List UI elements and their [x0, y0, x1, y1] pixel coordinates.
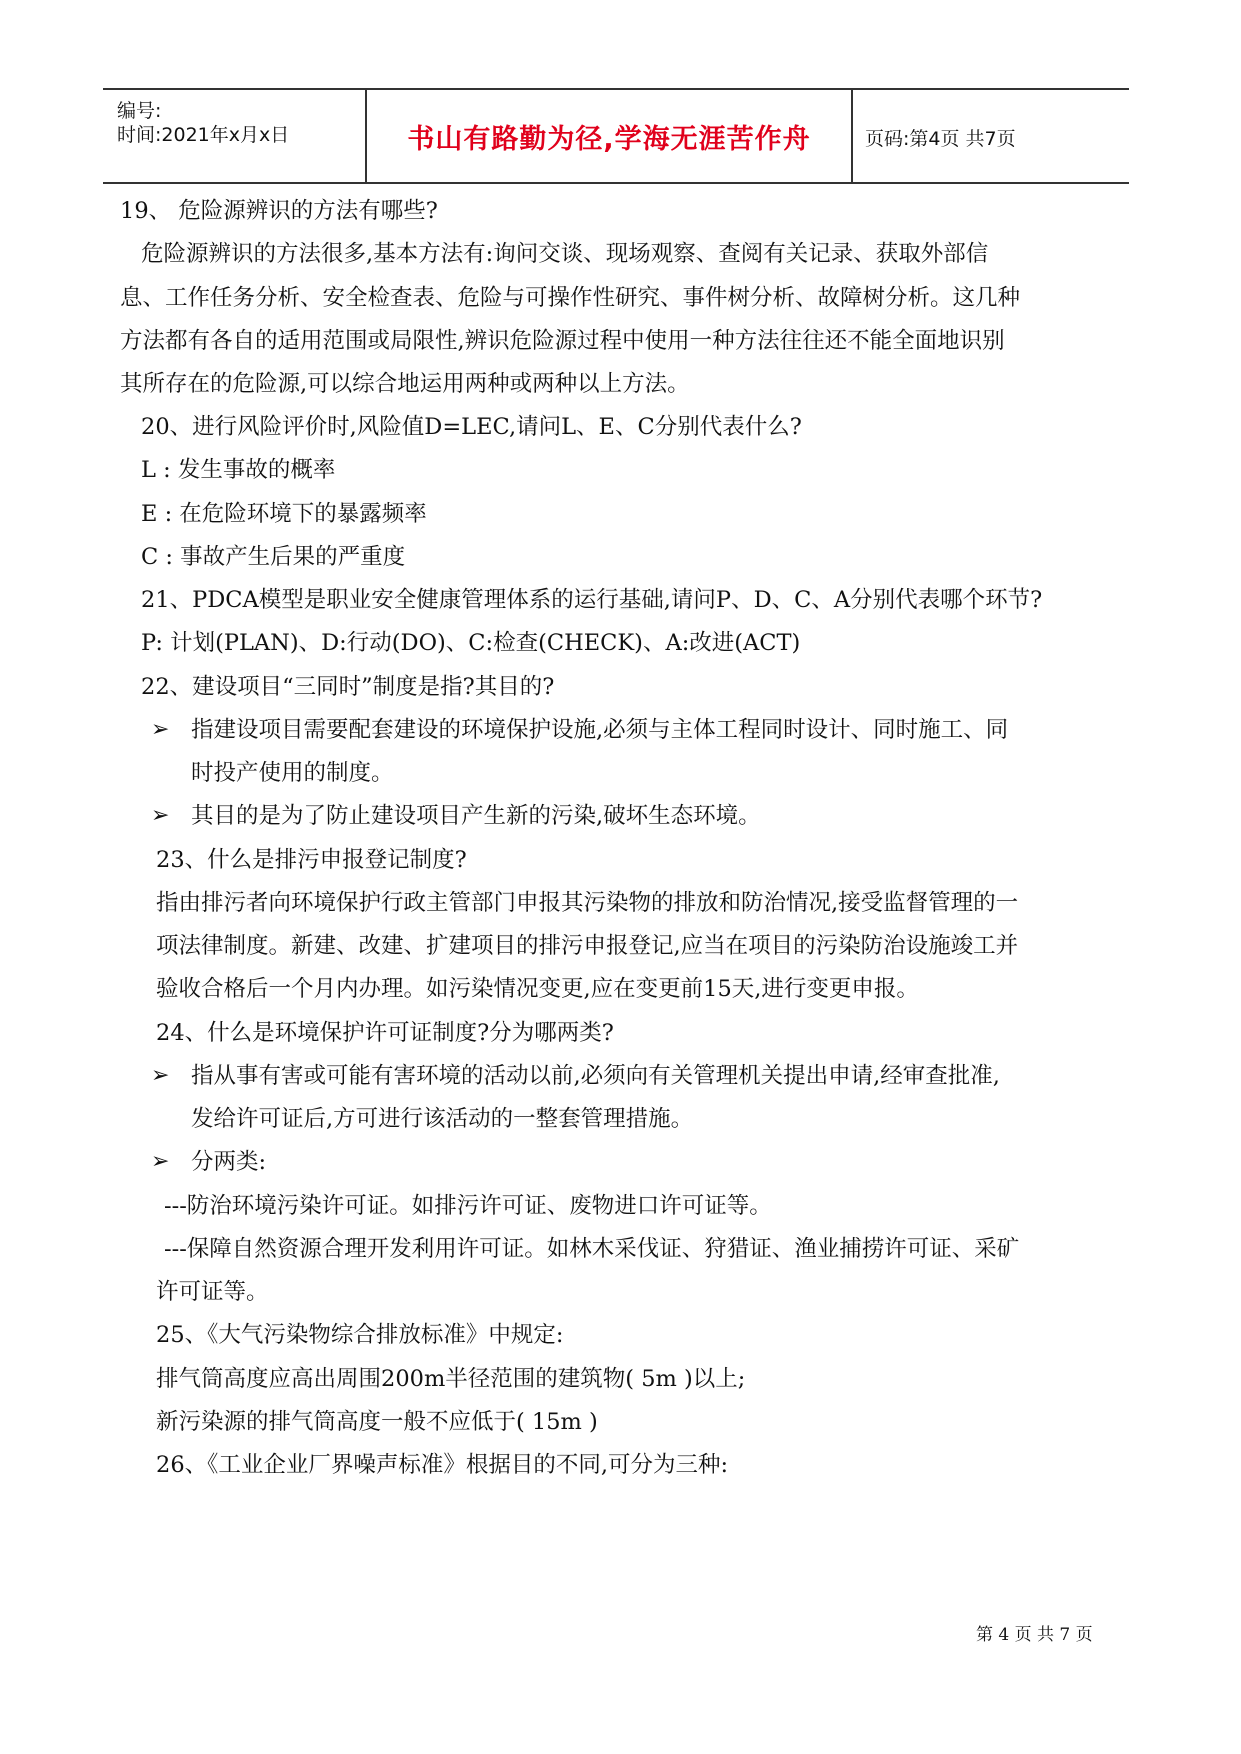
answer-20-c: C : 事故产生后果的严重度 [141, 544, 406, 570]
question-23: 23、什么是排污申报登记制度? [156, 847, 467, 873]
header-motto: 书山有路勤为径,学海无涯苦作舟 [407, 124, 811, 155]
header-middle-cell [365, 90, 853, 182]
document-number-label: 编号: [117, 100, 162, 122]
bullet-arrow-icon: ➢ [151, 1063, 170, 1088]
answer-20-e: E : 在危险环境下的暴露频率 [141, 501, 427, 527]
answer-25-line-2: 新污染源的排气筒高度一般不应低于( 15m ) [156, 1409, 598, 1435]
question-22: 22、建设项目“三同时”制度是指?其目的? [141, 674, 555, 700]
answer-22-bullet-2: 其目的是为了防止建设项目产生新的污染,破坏生态环境。 [191, 803, 761, 829]
answer-19-line-3: 方法都有各自的适用范围或局限性,辨识危险源过程中使用一种方法往往还不能全面地识别 [120, 328, 1005, 354]
answer-22-bullet-1-line-1: 指建设项目需要配套建设的环境保护设施,必须与主体工程同时设计、同时施工、同 [191, 717, 1009, 743]
bullet-arrow-icon: ➢ [151, 803, 170, 828]
answer-19-line-2: 息、工作任务分析、安全检查表、危险与可操作性研究、事件树分析、故障树分析。这几种 [120, 285, 1021, 311]
question-26: 26、《工业企业厂界噪声标准》根据目的不同,可分为三种: [156, 1452, 729, 1478]
question-19: 19、 危险源辨识的方法有哪些? [120, 198, 438, 224]
page-footer: 第 4 页 共 7 页 [976, 1625, 1093, 1645]
header-left-cell [103, 90, 365, 182]
document-time-label: 时间:2021年x月x日 [117, 124, 290, 146]
answer-25-line-1: 排气筒高度应高出周围200m半径范围的建筑物( 5m )以上; [156, 1366, 746, 1392]
bullet-arrow-icon: ➢ [151, 1149, 170, 1174]
header-page-label: 页码:第4页 共7页 [865, 128, 1016, 150]
answer-24-bullet-2: 分两类: [191, 1149, 267, 1175]
answer-24-type-2-line-1: ---保障自然资源合理开发利用许可证。如林木采伐证、狩猎证、渔业捕捞许可证、采矿 [164, 1236, 1020, 1262]
bullet-arrow-icon: ➢ [151, 717, 170, 742]
answer-19-line-4: 其所存在的危险源,可以综合地运用两种或两种以上方法。 [120, 371, 690, 397]
answer-19-line-1: 危险源辨识的方法很多,基本方法有:询问交谈、现场观察、查阅有关记录、获取外部信 [141, 241, 989, 267]
answer-23-line-3: 验收合格后一个月内办理。如污染情况变更,应在变更前15天,进行变更申报。 [156, 976, 919, 1002]
answer-23-line-2: 项法律制度。新建、改建、扩建项目的排污申报登记,应当在项目的污染防治设施竣工并 [156, 933, 1019, 959]
question-24: 24、什么是环境保护许可证制度?分为哪两类? [156, 1020, 614, 1046]
answer-24-type-2-line-2: 许可证等。 [156, 1279, 269, 1305]
answer-24-type-1: ---防治环境污染许可证。如排污许可证、废物进口许可证等。 [164, 1193, 772, 1219]
header-right-cell [851, 90, 1129, 182]
question-21: 21、PDCA模型是职业安全健康管理体系的运行基础,请问P、D、C、A分别代表哪个环节? [141, 587, 1043, 613]
answer-21: P: 计划(PLAN)、D:行动(DO)、C:检查(CHECK)、A:改进(ACT) [141, 630, 801, 656]
answer-24-bullet-1-line-2: 发给许可证后,方可进行该活动的一整套管理措施。 [191, 1106, 694, 1132]
question-25: 25、《大气污染物综合排放标准》中规定: [156, 1322, 564, 1348]
answer-22-bullet-1-line-2: 时投产使用的制度。 [191, 760, 394, 786]
question-20: 20、进行风险评价时,风险值D=LEC,请问L、E、C分别代表什么? [141, 414, 802, 440]
answer-23-line-1: 指由排污者向环境保护行政主管部门申报其污染物的排放和防治情况,接受监督管理的一 [156, 890, 1019, 916]
answer-20-l: L : 发生事故的概率 [141, 457, 336, 483]
page-header [103, 88, 1129, 184]
answer-24-bullet-1-line-1: 指从事有害或可能有害环境的活动以前,必须向有关管理机关提出申请,经审查批准, [191, 1063, 1000, 1089]
